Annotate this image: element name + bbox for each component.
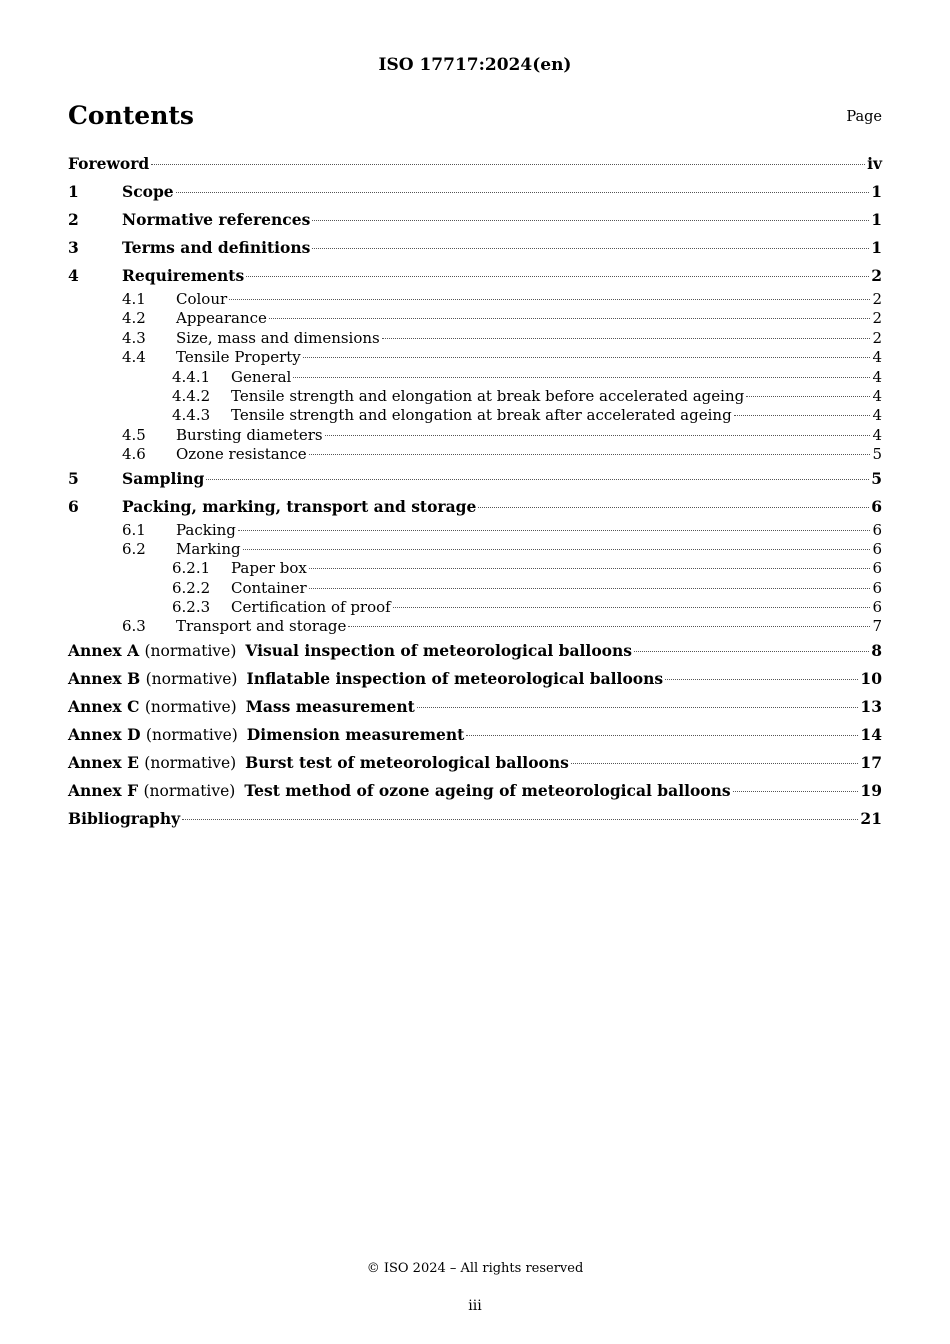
dot-leader — [238, 530, 871, 531]
toc-entry-title: Paper box — [231, 559, 307, 578]
dot-leader — [151, 164, 865, 165]
toc-entry-title: Container — [231, 578, 307, 597]
annex-label: Annex C — [68, 696, 140, 716]
toc-entry-packing-marking[interactable] — [68, 493, 882, 521]
annex-type: (normative) — [144, 641, 237, 660]
dot-leader — [269, 318, 871, 319]
toc-entry-page: 10 — [860, 668, 882, 688]
section-number: 6.3 — [122, 617, 146, 636]
dot-leader — [665, 679, 858, 680]
annex-type: (normative) — [143, 781, 236, 800]
toc-entry-title: General — [231, 367, 292, 386]
toc-entry-page: 6 — [872, 539, 882, 558]
toc-entry-page: 4 — [872, 348, 882, 367]
toc-entry-general[interactable] — [68, 368, 882, 387]
toc-entry-page: 4 — [872, 425, 882, 444]
toc-entry-page: 6 — [872, 578, 882, 597]
section-number: 3 — [68, 238, 79, 257]
toc-entry-tensile-before-ageing[interactable] — [68, 387, 882, 406]
section-number: 4.2 — [122, 309, 146, 328]
page-number: iii — [468, 1298, 482, 1314]
section-number: 4.6 — [122, 445, 146, 464]
section-number: 4.1 — [122, 290, 146, 308]
section-number: 5 — [68, 468, 79, 488]
toc-entry-title: Size, mass and dimensions — [176, 328, 380, 347]
dot-leader — [309, 454, 871, 455]
dot-leader — [312, 248, 869, 249]
toc-entry-title: Test method of ozone ageing of meteorological balloons — [244, 780, 731, 800]
toc-entry-title: Scope — [122, 182, 174, 201]
toc-entry-requirements[interactable] — [68, 262, 882, 290]
toc-entry-foreword[interactable] — [68, 150, 882, 178]
dot-leader — [176, 192, 870, 193]
toc-entry-title: Tensile strength and elongation at break after accelerated ageing — [231, 406, 732, 425]
toc-entry-page: 8 — [871, 640, 882, 660]
dot-leader — [309, 568, 871, 569]
toc-entry-title: Bursting diameters — [176, 425, 323, 444]
toc-entry-page: 14 — [860, 724, 882, 744]
toc-entry-annex-e[interactable] — [68, 749, 882, 777]
toc-entry-page: 6 — [872, 520, 882, 539]
dot-leader — [478, 507, 869, 508]
annex-label: Annex E — [68, 752, 139, 772]
toc-entry-page: 19 — [860, 780, 882, 800]
toc-entry-transport-and-storage[interactable] — [68, 617, 882, 636]
toc-entry-title: Packing — [176, 520, 236, 539]
dot-leader — [393, 607, 871, 608]
section-number: 4.5 — [122, 425, 146, 444]
toc-entry-title: Certification of proof — [231, 598, 391, 617]
annex-type: (normative) — [145, 725, 238, 744]
toc-entry-annex-f[interactable] — [68, 777, 882, 805]
toc-entry-page: 6 — [872, 559, 882, 578]
dot-leader — [293, 377, 870, 378]
toc-entry-page: 5 — [872, 445, 882, 464]
toc-entry-page: 1 — [871, 182, 882, 201]
section-number: 2 — [68, 210, 79, 229]
toc-entry-normative-references[interactable] — [68, 206, 882, 234]
section-number: 4.4.1 — [172, 367, 211, 386]
toc-entry-size-mass-dimensions[interactable] — [68, 329, 882, 348]
toc-entry-page: 5 — [871, 468, 882, 488]
dot-leader — [571, 763, 859, 764]
annex-type: (normative) — [144, 753, 237, 772]
section-number: 6.2 — [122, 539, 146, 558]
annex-label: Annex F — [68, 780, 139, 800]
section-number: 6 — [68, 496, 79, 516]
toc-entry-title: Packing, marking, transport and storage — [122, 496, 477, 516]
dot-leader — [382, 338, 871, 339]
dot-leader — [734, 415, 871, 416]
toc-entry-appearance[interactable] — [68, 309, 882, 328]
section-number: 1 — [68, 182, 79, 201]
page-column-label: Page — [846, 109, 882, 125]
toc-entry-tensile-after-ageing[interactable] — [68, 406, 882, 425]
toc-entry-container[interactable] — [68, 579, 882, 598]
toc-entry-page: 2 — [872, 328, 882, 347]
toc-entry-annex-a[interactable] — [68, 637, 882, 665]
dot-leader — [309, 588, 871, 589]
toc-entry-page: 7 — [872, 617, 882, 636]
table-of-contents — [68, 150, 882, 833]
toc-entry-terms-and-definitions[interactable] — [68, 234, 882, 262]
toc-entry-page: 4 — [872, 367, 882, 386]
dot-leader — [182, 819, 858, 820]
dot-leader — [243, 549, 871, 550]
dot-leader — [348, 626, 870, 627]
toc-entry-page: 4 — [872, 386, 882, 405]
annex-type: (normative) — [144, 697, 237, 716]
toc-entry-page: 6 — [871, 496, 882, 516]
toc-entry-title: Bibliography — [68, 808, 181, 828]
toc-entry-title: Tensile strength and elongation at break before accelerated ageing — [231, 386, 745, 405]
toc-entry-sampling[interactable] — [68, 465, 882, 493]
toc-entry-page: 17 — [860, 752, 882, 772]
toc-entry-page: 2 — [871, 266, 882, 285]
toc-entry-scope[interactable] — [68, 178, 882, 206]
toc-entry-annex-b[interactable] — [68, 665, 882, 693]
copyright-footer: © ISO 2024 – All rights reserved — [366, 1261, 584, 1276]
dot-leader — [303, 357, 871, 358]
section-number: 4 — [68, 266, 79, 285]
toc-entry-title: Dimension measurement — [246, 724, 465, 744]
toc-entry-page: 6 — [872, 598, 882, 617]
toc-entry-title: Inflatable inspection of meteorological balloons — [246, 668, 664, 688]
toc-entry-page: 1 — [871, 238, 882, 257]
toc-entry-title: Visual inspection of meteorological balloons — [245, 640, 632, 660]
toc-entry-paper-box[interactable] — [68, 559, 882, 578]
toc-entry-title: Normative references — [122, 210, 311, 229]
toc-entry-page: 2 — [872, 290, 882, 308]
dot-leader — [229, 299, 870, 300]
annex-label: Annex B — [68, 668, 141, 688]
toc-entry-certification-of-proof[interactable] — [68, 598, 882, 617]
section-number: 4.3 — [122, 328, 146, 347]
toc-entry-ozone-resistance[interactable] — [68, 445, 882, 464]
section-number: 6.2.1 — [172, 559, 211, 578]
toc-entry-title: Foreword — [68, 154, 150, 173]
document-header: ISO 17717:2024(en) — [378, 55, 572, 75]
toc-entry-title: Terms and definitions — [122, 238, 311, 257]
toc-entry-title: Colour — [176, 290, 228, 308]
toc-entry-title: Appearance — [176, 309, 267, 328]
dot-leader — [733, 791, 859, 792]
toc-entry-title: Sampling — [122, 468, 205, 488]
dot-leader — [206, 479, 869, 480]
toc-entry-tensile-property[interactable] — [68, 348, 882, 367]
toc-entry-page: 13 — [860, 696, 882, 716]
section-number: 6.2.2 — [172, 578, 211, 597]
section-number: 6.2.3 — [172, 598, 211, 617]
toc-entry-page: 4 — [872, 406, 882, 425]
toc-entry-annex-c[interactable] — [68, 693, 882, 721]
section-number: 4.4.3 — [172, 406, 211, 425]
toc-entry-title: Mass measurement — [245, 696, 415, 716]
toc-entry-annex-d[interactable] — [68, 721, 882, 749]
dot-leader — [746, 396, 870, 397]
toc-entry-bursting-diameters[interactable] — [68, 426, 882, 445]
toc-entry-bibliography[interactable] — [68, 805, 882, 833]
toc-entry-page: iv — [867, 154, 882, 173]
toc-entry-page: 2 — [872, 309, 882, 328]
toc-entry-title: Transport and storage — [176, 617, 347, 636]
toc-entry-title: Burst test of meteorological balloons — [245, 752, 569, 772]
toc-entry-packing[interactable] — [68, 521, 882, 540]
toc-entry-marking[interactable] — [68, 540, 882, 559]
toc-entry-title: Marking — [176, 539, 241, 558]
toc-entry-title: Tensile Property — [176, 348, 301, 367]
dot-leader — [246, 276, 869, 277]
section-number: 6.1 — [122, 520, 146, 539]
dot-leader — [325, 435, 871, 436]
dot-leader — [634, 651, 869, 652]
dot-leader — [312, 220, 869, 221]
section-number: 4.4.2 — [172, 386, 211, 405]
annex-label: Annex D — [68, 724, 141, 744]
section-number: 4.4 — [122, 348, 146, 367]
contents-heading-row — [68, 101, 882, 133]
contents-title: Contents — [68, 101, 195, 130]
toc-entry-page: 21 — [860, 808, 882, 828]
toc-entry-page: 1 — [871, 210, 882, 229]
dot-leader — [417, 707, 859, 708]
dot-leader — [466, 735, 858, 736]
toc-entry-title: Requirements — [122, 266, 245, 285]
annex-label: Annex A — [68, 640, 140, 660]
toc-entry-colour[interactable] — [68, 290, 882, 309]
annex-type: (normative) — [145, 669, 238, 688]
toc-entry-title: Ozone resistance — [176, 445, 307, 464]
